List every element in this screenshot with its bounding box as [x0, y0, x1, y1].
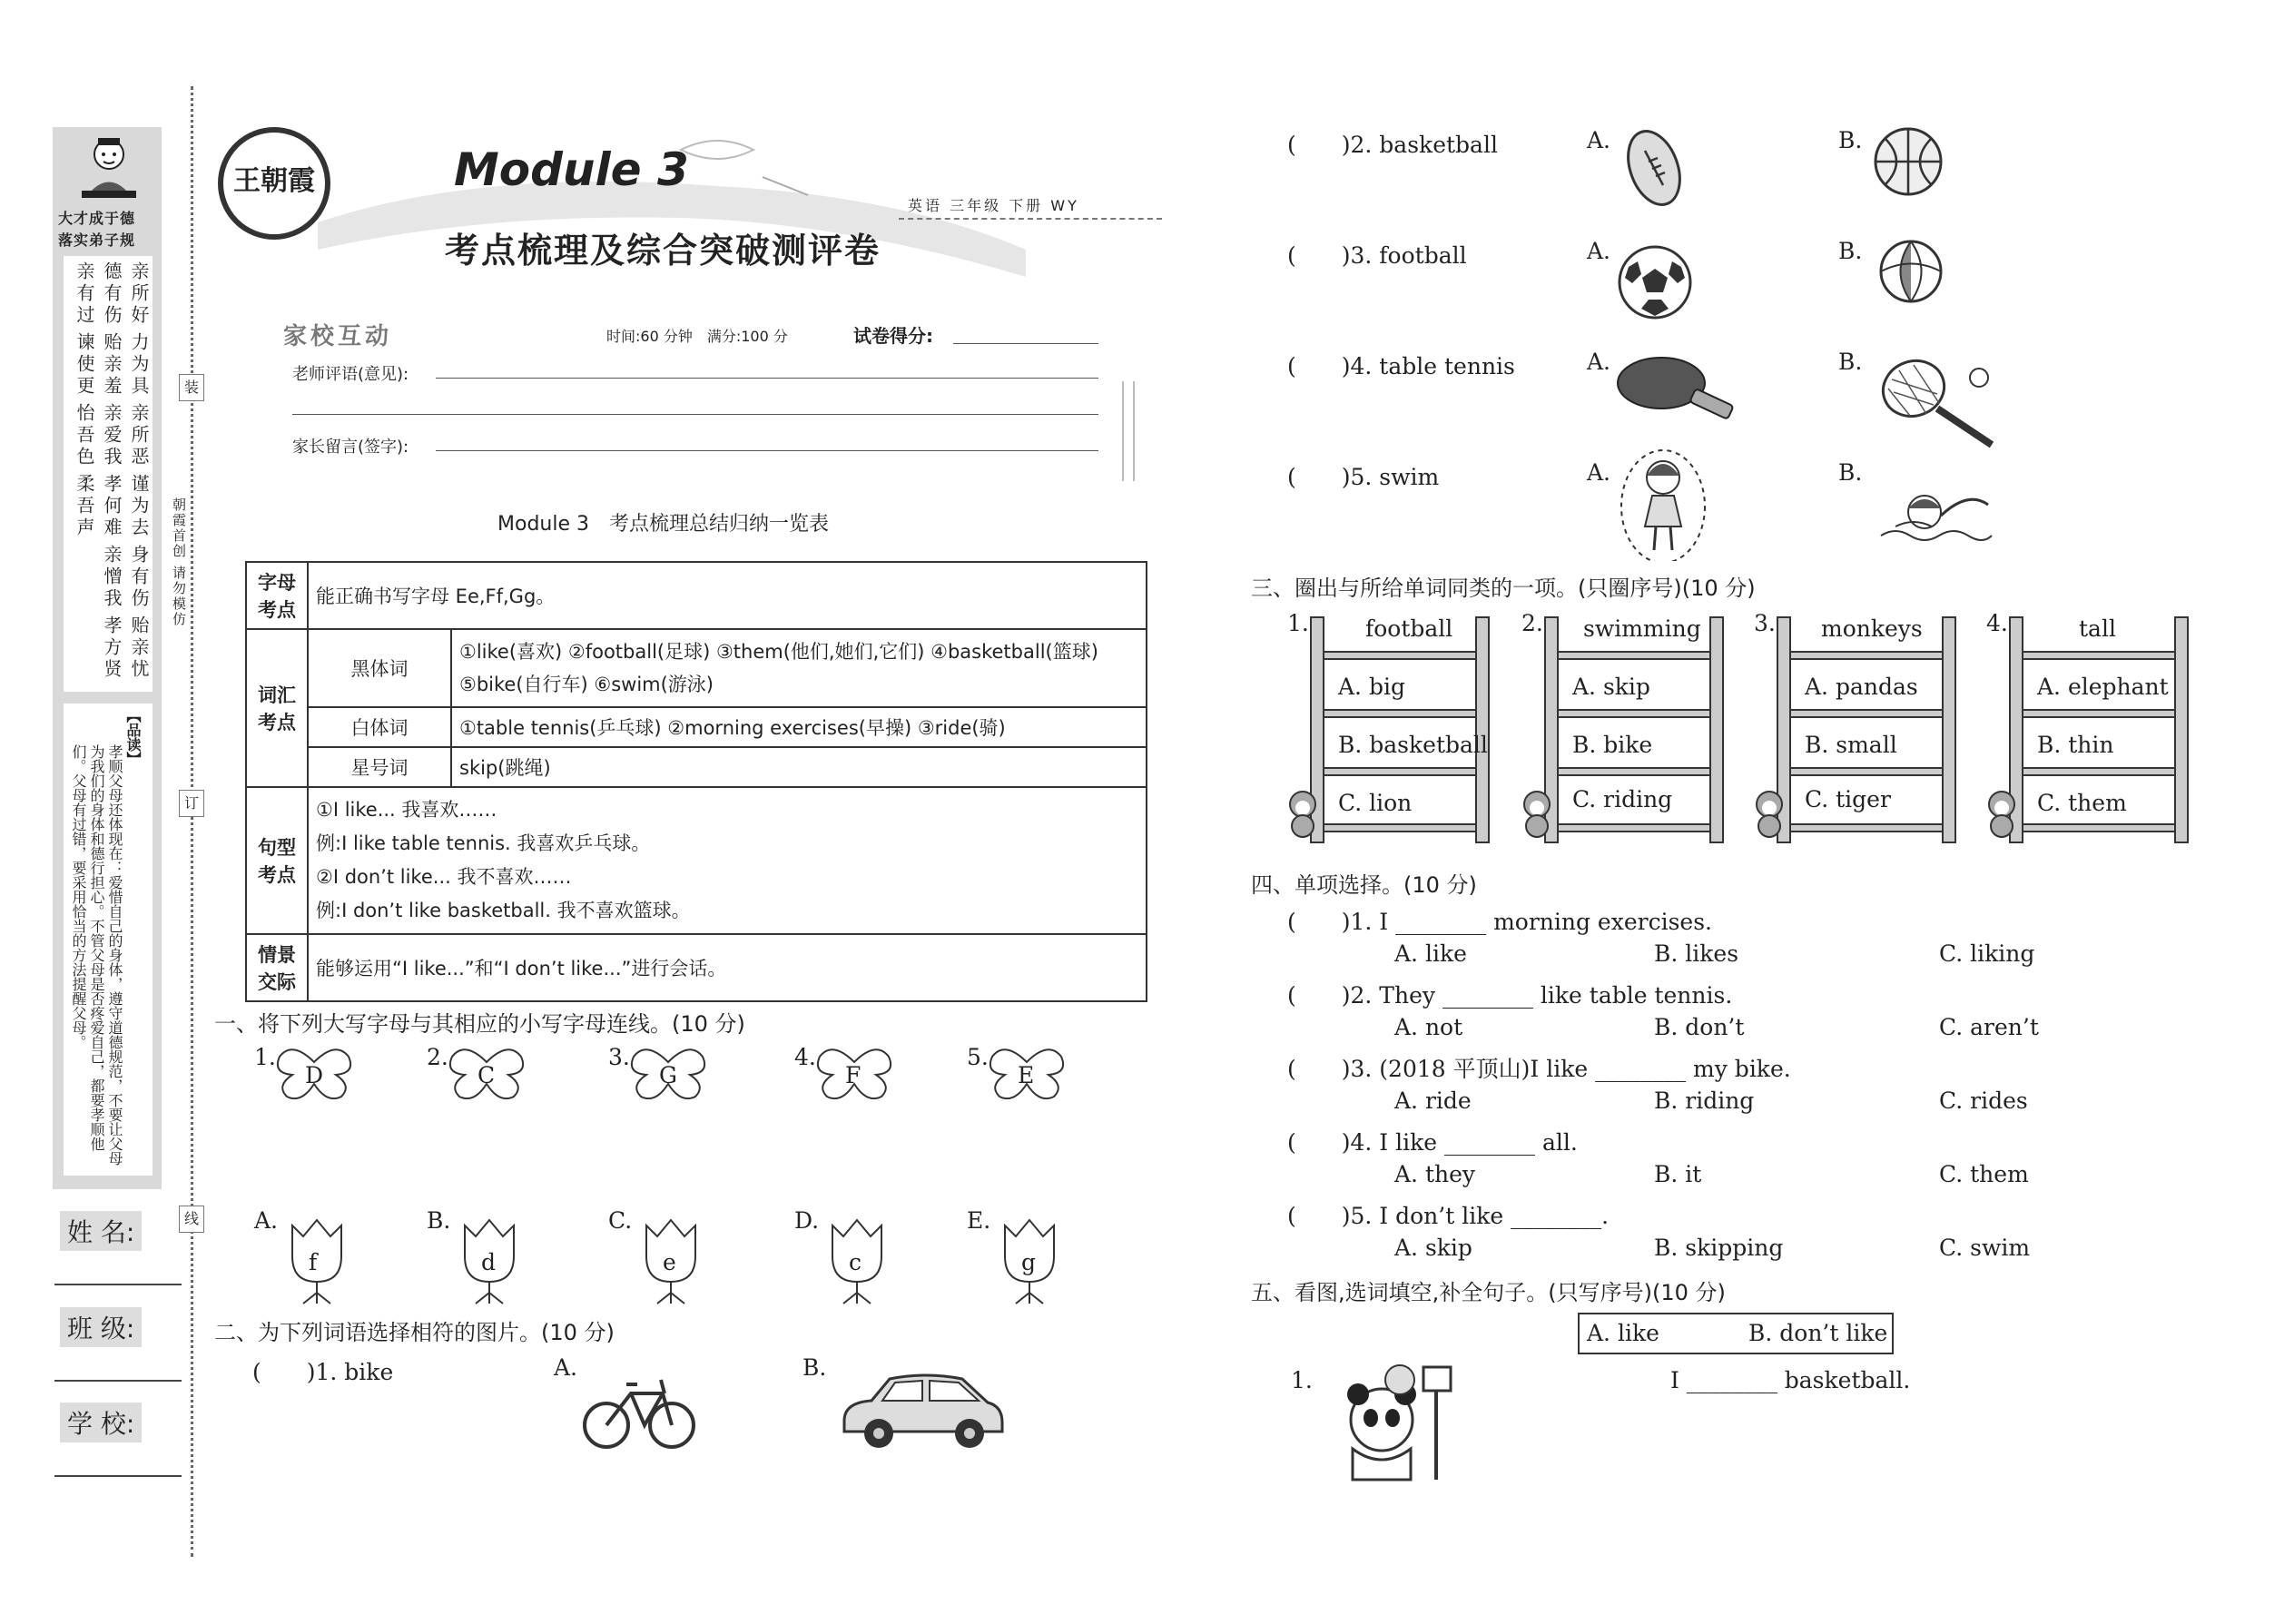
sentence-line: ②I don’t like... 我不喜欢……: [316, 866, 572, 888]
name-label: 姓 名:: [60, 1211, 142, 1251]
bicycle-icon: [581, 1362, 699, 1456]
item-label: C.: [608, 1207, 633, 1234]
item-label: A.: [254, 1207, 279, 1234]
tulip-group: [254, 1207, 1126, 1316]
ladder-word: football: [1365, 615, 1453, 642]
sidebar-header-1: 大才成于德: [58, 210, 136, 227]
vertical-note: 朝霞首创 请勿模仿: [171, 497, 187, 627]
item-label: D.: [794, 1207, 820, 1234]
summary-category: 字母考点: [246, 562, 308, 629]
tennis-racket-icon: [1874, 352, 2001, 456]
fill-in-sentence[interactable]: I ________ basketball.: [1670, 1367, 1911, 1393]
ladder-option[interactable]: A. big: [1338, 674, 1405, 700]
summary-sub-label: 白体词: [308, 707, 451, 747]
sentence-line: ①I like... 我喜欢……: [316, 799, 497, 821]
rugby-ball-icon: [1618, 125, 1690, 215]
poem-col: 亲爱我: [101, 403, 123, 468]
question-text: ( )2. They ________ like table tennis.: [1287, 982, 1733, 1009]
summary-content: 能正确书写字母 Ee,Ff,Gg。: [308, 562, 1147, 629]
class-label: 班 级:: [60, 1307, 142, 1347]
cut-mark: 订: [179, 790, 204, 817]
sidebar-note-text: 孝顺父母还体现在：爱惜自己的身体，遵守道德规范，不要让父母为我们的身体和德行担心。不管父母是否疼爱自己，都要孝顺他们。父母有过错，要采用恰当的方法提醒父母。: [70, 744, 123, 1166]
poem-col: 贻亲羞: [101, 332, 123, 398]
sentence-line: 例:I like table tennis. 我喜欢乒乓球。: [316, 832, 651, 854]
parent-comment-label: 家长留言(签字):: [292, 438, 409, 457]
beach-ball-icon: [1877, 238, 1944, 309]
question-text: ( )1. I ________ morning exercises.: [1287, 909, 1712, 935]
item-number: 4.: [794, 1044, 816, 1070]
section2-title: 二、为下列词语选择相符的图片。(10 分): [214, 1320, 615, 1345]
car-icon: [835, 1366, 1008, 1456]
cut-line: [191, 86, 193, 1557]
summary-content: skip(跳绳): [451, 747, 1147, 787]
summary-sentences: [308, 787, 1147, 934]
choice-c[interactable]: C. aren’t: [1939, 1014, 2039, 1040]
sidebar-note-label: 【品读】: [124, 708, 142, 766]
question-text: ( )2. basketball: [1287, 132, 1498, 158]
monkey-icon: [1981, 788, 2023, 839]
item-number: 1.: [1291, 1367, 1313, 1393]
upper-letter: G: [659, 1062, 677, 1088]
boy-swimming-icon: [1877, 472, 1995, 557]
module-title: Module 3: [454, 143, 689, 196]
monkey-icon: [1748, 788, 1790, 839]
ladder: [1287, 610, 1496, 848]
choice-a[interactable]: A. not: [1394, 1014, 1463, 1040]
upper-letter: D: [305, 1062, 324, 1088]
lower-letter: f: [309, 1249, 318, 1275]
ladder-number: 4.: [1986, 610, 2008, 636]
section1-title: 一、将下列大写字母与其相应的小写字母连线。(10 分): [214, 1011, 745, 1037]
item-number: 1.: [254, 1044, 276, 1070]
summary-category: 词汇考点: [246, 629, 308, 787]
item-label: E.: [967, 1207, 991, 1234]
sidebar-header-2: 落实弟子规: [58, 231, 136, 249]
choice-a[interactable]: A. ride: [1394, 1088, 1472, 1114]
grade-tag: 英语 三年级 下册 WY: [908, 197, 1079, 214]
ladder: [1521, 610, 1730, 848]
poem-col: 亲所恶: [128, 403, 150, 468]
ladder-number: 3.: [1754, 610, 1776, 636]
word-option-b: B. don’t like: [1748, 1320, 1888, 1346]
cartoon-boy-icon: [73, 134, 145, 206]
summary-content: ①like(喜欢) ②football(足球) ③them(他们,她们,它们) ④basketball(篮球) ⑤bike(自行车) ⑥swim(游泳): [451, 629, 1147, 707]
school-field[interactable]: [54, 1475, 182, 1477]
parent-comment-field[interactable]: [436, 450, 1098, 451]
ladder-option[interactable]: B. bike: [1572, 732, 1653, 758]
option-b-label: B.: [1838, 127, 1863, 153]
ladder-word: tall: [2079, 615, 2116, 642]
girl-skipping-icon: [1618, 443, 1708, 565]
ladder-option[interactable]: C. tiger: [1805, 786, 1891, 812]
logo: 王朝霞: [218, 127, 330, 240]
poem-col: 贻亲忧: [128, 615, 150, 681]
option-b-label: B.: [1838, 349, 1863, 375]
word-box: [1578, 1313, 1894, 1354]
poem-col: 德有伤: [101, 261, 123, 327]
ladder-word: swimming: [1583, 615, 1701, 642]
choice-c[interactable]: C. swim: [1939, 1235, 2031, 1261]
tag-divider: [899, 218, 1162, 220]
ladder-option[interactable]: A. pandas: [1805, 674, 1918, 700]
upper-letter: F: [845, 1062, 861, 1088]
basketball-icon: [1872, 125, 1944, 202]
page-subtitle: 考点梳理及综合突破测评卷: [445, 231, 881, 271]
header-frame: [1122, 381, 1135, 481]
teacher-comment-field-2[interactable]: [292, 414, 1098, 415]
ladder-number: 1.: [1287, 610, 1309, 636]
cut-mark: 装: [179, 374, 204, 401]
score-label: 试卷得分:: [853, 325, 933, 347]
summary-content: 能够运用“I like...”和“I don’t like...”进行会话。: [308, 934, 1147, 1001]
ladder-option[interactable]: B. thin: [2037, 732, 2114, 758]
school-label: 学 校:: [60, 1403, 142, 1442]
time-info: 时间:60 分钟 满分:100 分: [606, 328, 788, 345]
poem-col: 身有伤: [128, 545, 150, 610]
teacher-comment-label: 老师评语(意见):: [292, 365, 409, 384]
monkey-icon: [1282, 788, 1324, 839]
ladder-option[interactable]: A. skip: [1572, 674, 1650, 700]
poem-col: 亲有过: [74, 261, 95, 327]
lower-letter: c: [849, 1249, 862, 1275]
summary-content: ①table tennis(乒乓球) ②morning exercises(早操) ③ride(骑): [451, 707, 1147, 747]
choice-c[interactable]: C. liking: [1939, 940, 2035, 967]
ping-pong-paddle-icon: [1616, 352, 1743, 428]
home-school-label: 家校互动: [283, 323, 393, 350]
choice-b[interactable]: B. likes: [1654, 940, 1739, 967]
option-a-label: A.: [1587, 349, 1611, 375]
choice-c[interactable]: C. them: [1939, 1161, 2029, 1187]
ladder-number: 2.: [1521, 610, 1543, 636]
lower-letter: e: [663, 1249, 676, 1275]
option-a-label: A.: [554, 1354, 578, 1381]
question-text: ( )3. football: [1287, 242, 1467, 269]
question-text: ( )4. I like ________ all.: [1287, 1129, 1578, 1156]
poem-col: 柔吾声: [74, 474, 95, 539]
option-b-label: B.: [802, 1354, 827, 1381]
sentence-line: 例:I don’t like basketball. 我不喜欢篮球。: [316, 900, 691, 921]
choice-a[interactable]: A. they: [1394, 1161, 1476, 1187]
summary-category: 句型考点: [246, 787, 308, 934]
ladder-option[interactable]: C. them: [2037, 790, 2127, 816]
choice-b[interactable]: B. don’t: [1654, 1014, 1745, 1040]
summary-table: [245, 561, 1147, 1002]
teacher-comment-field[interactable]: [436, 378, 1098, 379]
summary-category: 情景交际: [246, 934, 308, 1001]
choice-c[interactable]: C. rides: [1939, 1088, 2028, 1114]
lower-letter: g: [1021, 1249, 1037, 1275]
choice-b[interactable]: B. riding: [1654, 1088, 1755, 1114]
ladder: [1754, 610, 1963, 848]
cut-mark: 线: [179, 1206, 204, 1233]
butterfly-group: [254, 1044, 1126, 1117]
item-number: 2.: [427, 1044, 448, 1070]
summary-sub-label: 星号词: [308, 747, 451, 787]
choice-a[interactable]: A. skip: [1394, 1235, 1472, 1261]
class-field[interactable]: [54, 1380, 182, 1382]
question-text: ( )5. swim: [1287, 464, 1440, 490]
ladder-word: monkeys: [1821, 615, 1923, 642]
section3-title: 三、圈出与所给单词同类的一项。(只圈序号)(10 分): [1251, 576, 1756, 601]
question-text: ( )5. I don’t like ________.: [1287, 1203, 1610, 1229]
lower-letter: d: [481, 1249, 497, 1275]
score-field[interactable]: [953, 343, 1098, 344]
ladder-option[interactable]: B. basketball: [1338, 732, 1488, 758]
poem-col: 力为具: [128, 332, 150, 398]
option-a-label: A.: [1587, 238, 1611, 264]
summary-title: Module 3 考点梳理总结归纳一览表: [497, 513, 829, 536]
item-number: 3.: [608, 1044, 630, 1070]
poem-col: 亲憎我: [101, 545, 123, 610]
upper-letter: E: [1018, 1062, 1035, 1088]
option-a-label: A.: [1587, 127, 1611, 153]
monkey-icon: [1516, 788, 1558, 839]
panda-basketball-icon: [1325, 1362, 1462, 1492]
sidebar-poem: [67, 261, 151, 688]
poem-col: 谏使更: [74, 332, 95, 398]
ladder-option[interactable]: C. lion: [1338, 790, 1413, 816]
section4-title: 四、单项选择。(10 分): [1251, 872, 1477, 898]
poem-col: 孝何难: [101, 474, 123, 539]
section5-title: 五、看图,选词填空,补全句子。(只写序号)(10 分): [1251, 1280, 1726, 1305]
poem-col: 谨为去: [128, 474, 150, 539]
soccer-ball-icon: [1616, 243, 1694, 325]
question-text: ( )3. (2018 平顶山)I like ________ my bike.: [1287, 1056, 1791, 1082]
word-option-a: A. like: [1587, 1320, 1659, 1346]
choice-a[interactable]: A. like: [1394, 940, 1467, 967]
ladder-option[interactable]: A. elephant: [2037, 674, 2169, 700]
poem-col: 孝方贤: [101, 615, 123, 681]
option-b-label: B.: [1838, 459, 1863, 486]
option-a-label: A.: [1587, 459, 1611, 486]
choice-b[interactable]: B. it: [1654, 1161, 1702, 1187]
choice-b[interactable]: B. skipping: [1654, 1235, 1784, 1261]
item-number: 5.: [967, 1044, 989, 1070]
poem-col: 怡吾色: [74, 403, 95, 468]
question-text: ( )1. bike: [252, 1359, 394, 1385]
ladder: [1986, 610, 2195, 848]
summary-sub-label: 黑体词: [308, 629, 451, 707]
ladder-option[interactable]: C. riding: [1572, 786, 1673, 812]
item-label: B.: [427, 1207, 451, 1234]
poem-col: 亲所好: [128, 261, 150, 327]
name-field[interactable]: [54, 1284, 182, 1285]
ladder-option[interactable]: B. small: [1805, 732, 1897, 758]
option-b-label: B.: [1838, 238, 1863, 264]
upper-letter: C: [478, 1062, 496, 1088]
question-text: ( )4. table tennis: [1287, 353, 1515, 379]
